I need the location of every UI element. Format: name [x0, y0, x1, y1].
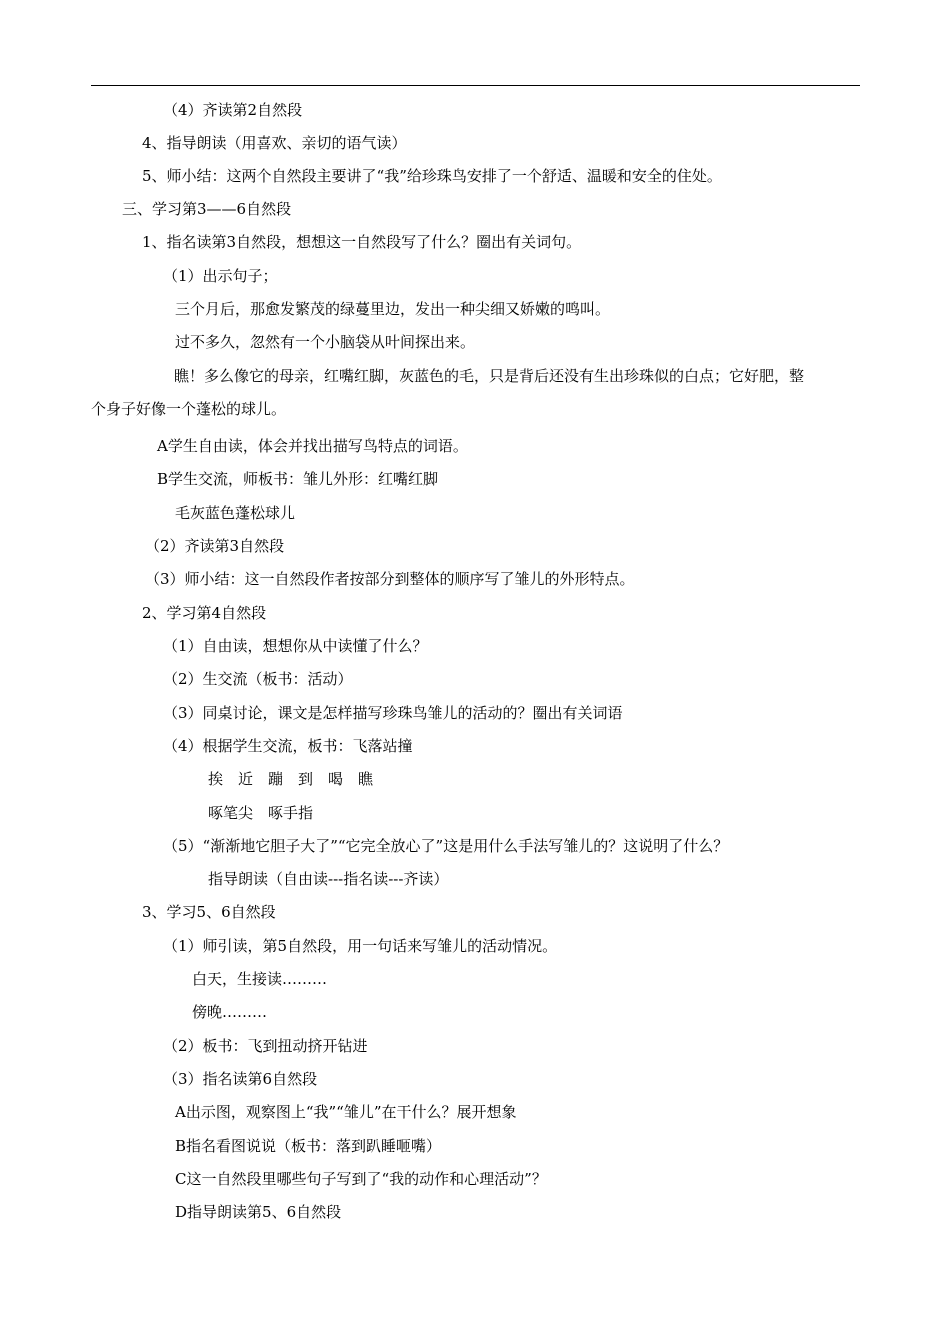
text-line: B指名看图说说（板书：落到趴睡咂嘴）	[175, 1137, 442, 1155]
section-heading: 三、学习第3——6自然段	[122, 200, 292, 218]
text-line: （1）自由读，想想你从中读懂了什么？	[163, 637, 428, 655]
text-line: （5）“渐渐地它胆子大了”“它完全放心了”这是用什么手法写雏儿的？这说明了什么？	[163, 837, 729, 855]
quote-line: 瞧！多么像它的母亲，红嘴红脚，灰蓝色的毛，只是背后还没有生出珍珠似的白点；它好肥，整	[174, 367, 805, 385]
text-line: （2）板书：飞到扭动挤开钻进	[163, 1037, 368, 1055]
text-line: 1、指名读第3自然段，想想这一自然段写了什么？圈出有关词句。	[142, 233, 582, 251]
text-line: （2）齐读第3自然段	[145, 537, 285, 555]
text-line: 傍晚………	[192, 1003, 268, 1021]
quote-line: 过不多久，忽然有一个小脑袋从叶间探出来。	[175, 333, 476, 351]
text-line: 4、指导朗读（用喜欢、亲切的语气读）	[142, 134, 407, 152]
text-line: 啄笔尖 啄手指	[208, 804, 314, 822]
text-line: 毛灰蓝色蓬松球儿	[175, 504, 296, 522]
text-line: （4）齐读第2自然段	[163, 101, 303, 119]
text-line: （3）师小结：这一自然段作者按部分到整体的顺序写了雏儿的外形特点。	[145, 570, 635, 588]
text-line: C这一自然段里哪些句子写到了“我的动作和心理活动”？	[175, 1170, 547, 1188]
quote-line: 三个月后，那愈发繁茂的绿蔓里边，发出一种尖细又娇嫩的鸣叫。	[175, 300, 611, 318]
text-line: （3）指名读第6自然段	[163, 1070, 318, 1088]
text-line: 5、师小结：这两个自然段主要讲了“我”给珍珠鸟安排了一个舒适、温暖和安全的住处。	[142, 167, 722, 185]
text-line: A学生自由读，体会并找出描写鸟特点的词语。	[157, 437, 468, 455]
text-line: 挨 近 蹦 到 喝 瞧	[208, 770, 374, 788]
text-line: A出示图，观察图上“我”“雏儿”在干什么？展开想象	[175, 1103, 517, 1121]
quote-line: 个身子好像一个蓬松的球儿。	[91, 400, 287, 418]
text-line: 指导朗读（自由读---指名读---齐读）	[208, 870, 449, 888]
text-line: （3）同桌讨论，课文是怎样描写珍珠鸟雏儿的活动的？圈出有关词语	[163, 704, 623, 722]
text-line: （1）师引读，第5自然段，用一句话来写雏儿的活动情况。	[163, 937, 558, 955]
text-line: （2）生交流（板书：活动）	[163, 670, 353, 688]
text-line: D指导朗读第5、6自然段	[175, 1203, 342, 1221]
quote-paragraph	[91, 366, 860, 419]
text-line: （1）出示句子；	[163, 267, 278, 285]
text-line: B学生交流，师板书：雏儿外形：红嘴红脚	[157, 470, 439, 488]
header-rule	[91, 85, 860, 86]
text-line: 3、学习5、6自然段	[142, 903, 276, 921]
text-line: 2、学习第4自然段	[142, 604, 267, 622]
text-line: （4）根据学生交流，板书：飞落站撞	[163, 737, 413, 755]
text-line: 白天，生接读………	[192, 970, 328, 988]
